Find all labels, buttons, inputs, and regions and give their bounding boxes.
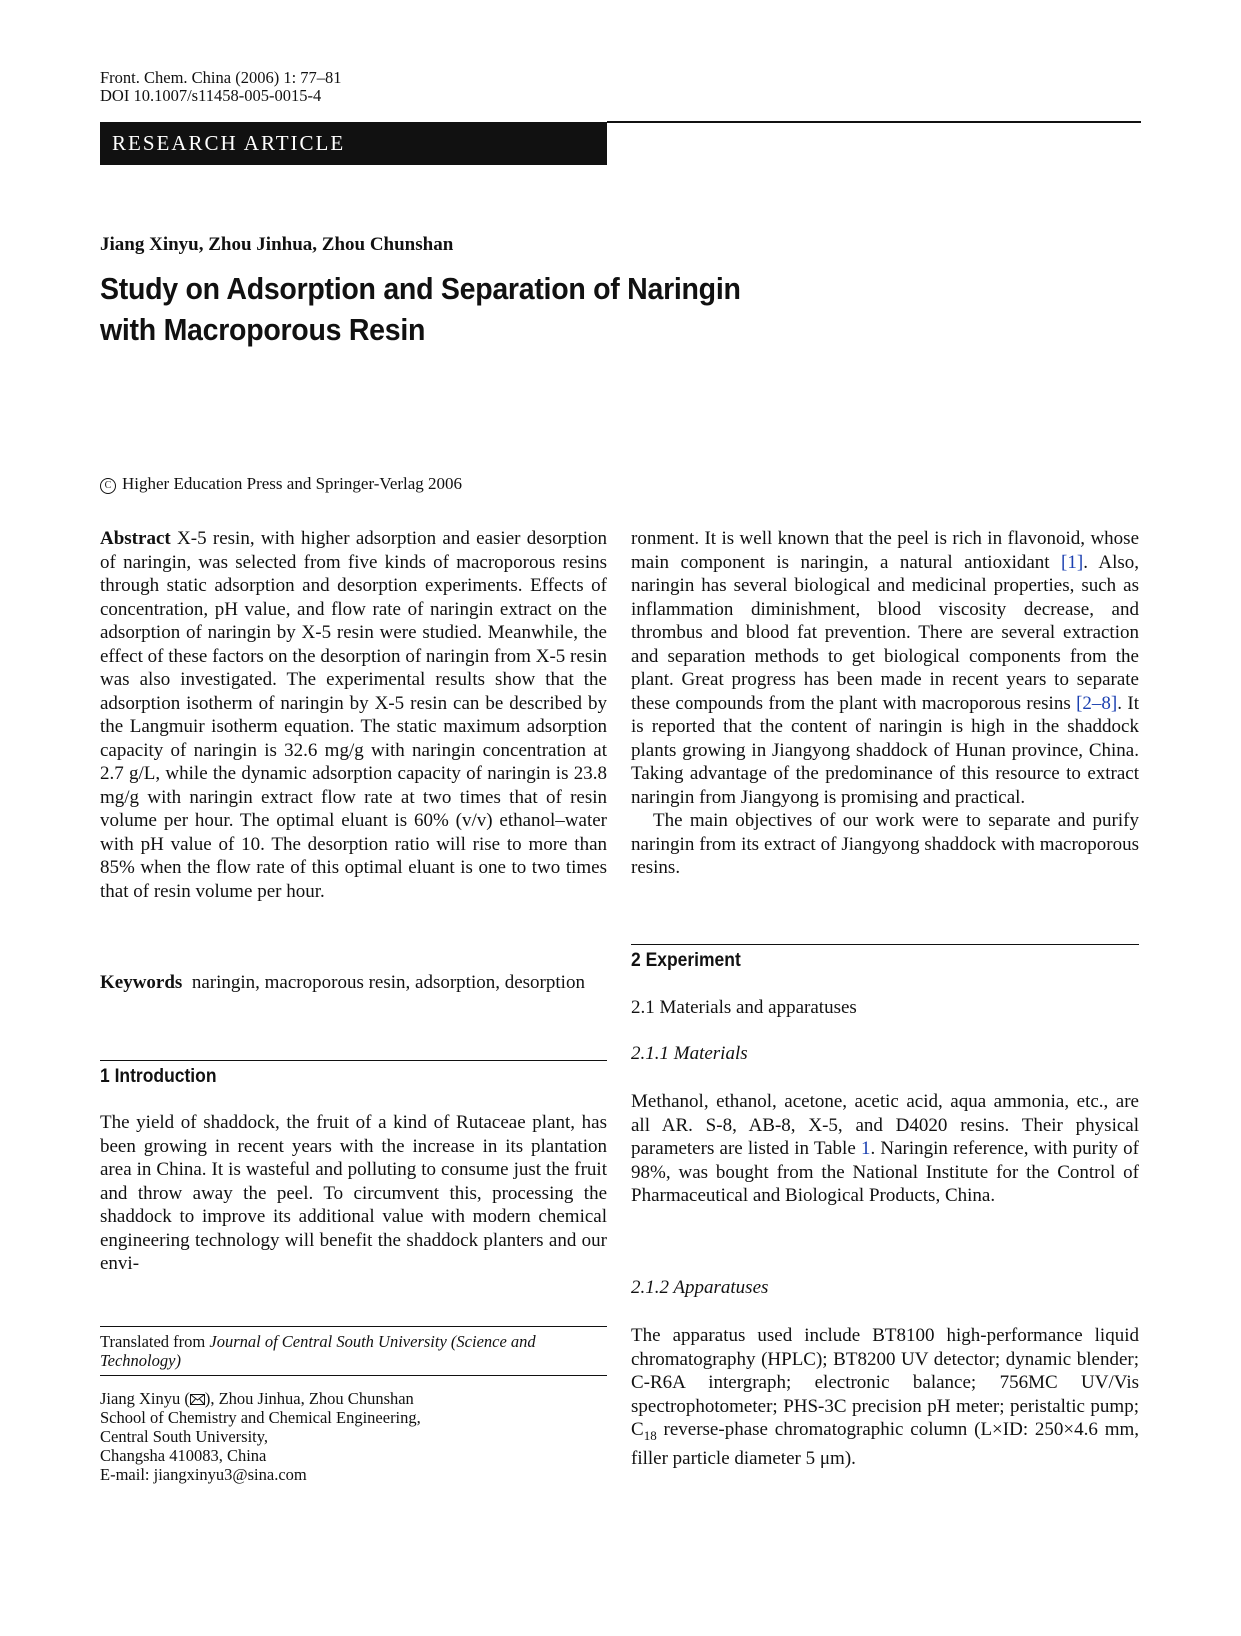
envelope-icon [190,1394,205,1405]
affiliation-line-3: Changsha 410083, China [100,1446,267,1465]
title-line-1: Study on Adsorption and Separation of Naringin [100,271,741,306]
citation-link-1[interactable]: [1] [1061,551,1084,573]
title-line-2: with Macroporous Resin [100,312,426,347]
footnote-rule-bottom [100,1375,607,1376]
author-affiliation [100,1389,607,1484]
affiliation-line-2: Central South University, [100,1427,269,1446]
copyright-icon: C [100,478,116,494]
article-type-banner [100,122,607,165]
subsection-2-1-1: 2.1.1 Materials [631,1043,748,1064]
intro-continued: ronment. It is well known that the peel is rich in flavonoid, whose main component is naringin, a natural antioxidant [1]. Also, naringin has several biological and medicinal properties, such as inflammation diminishment, blood viscosity decrease, and thrombus and blood fat prevention. There are several extraction and separation methods to get biological components from the plant. Great progress has been made in recent years to separate these compounds from the plant with macroporous resins [2–8]. It is reported that the content of naringin is high in the shaddock plants growing in Jiangyong shaddock of Hunan province, China. Taking advantage of the predominance of this resource to extract naringin from Jiangyong is promising and practical. The main objectives of our work were to separate and purify naringin from its extract of Jiangyong shaddock with macroporous resins. [631,528,1140,878]
keywords-block [100,971,607,995]
copyright-text: Higher Education Press and Springer-Verlag 2006 [122,474,463,493]
affiliation-line-1: School of Chemistry and Chemical Engineering, [100,1408,421,1427]
intro-paragraph: The yield of shaddock, the fruit of a kind of Rutaceae plant, has been growing in recent years with the increase in its plantation area in China. It is wasteful and polluting to consume just the fruit and throw away the peel. To circumvent this, processing the shaddock to improve its additional value with modern chemical engineering technology will benefit the shaddock planters and our envi- [100,1112,607,1274]
materials-body: Methanol, ethanol, acetone, acetic acid, aqua ammonia, etc., are all AR. S-8, AB-8, X-5, and D4020 resins. Their physical parameters are listed in Table 1. Naringin reference, with purity of 98%, was bought from the National Institute for the Control of Pharmaceutical and Biological Products, China. [631,1091,1140,1206]
corresponding-author: Jiang Xinyu ( ), Zhou Jinhua, Zhou Chunshan [100,1389,414,1408]
author-email: E-mail: jiangxinyu3@sina.com [100,1465,307,1484]
article-type-label: RESEARCH ARTICLE [112,131,346,155]
abstract-text: X-5 resin, with higher adsorption and easier desorption of naringin, was selected from five kinds of macroporous resins through static adsorption and desorption experiments. Effects of concentration, pH value, and flow rate of naringin extract on the adsorption of naringin by X-5 resin were studied. Meanwhile, the effect of these factors on the desorption of naringin from X-5 resin was also investigated. The experimental results show that the adsorption isotherm of naringin by X-5 resin can be described by the Langmuir isotherm equation. The static maximum adsorption capacity of naringin is 32.6 mg/g with naringin concentration at 2.7 g/L, while the dynamic adsorption capacity of naringin is 23.8 mg/g with naringin extract flow rate at two times that of resin volume per hour. The optimal eluant is 60% (v/v) ethanol–water with pH value of 10. The desorption ratio will rise to more than 85% when the flow rate of this optimal eluant is one to two times that of resin volume per hour. [100,528,607,902]
objectives-paragraph: The main objectives of our work were to separate and purify naringin from its extract of Jiangyong shaddock with macroporous resins. [631,810,1139,878]
translation-note [100,1332,607,1370]
intro-heading: 1 Introduction [100,1066,217,1087]
subsection-2-1-2: 2.1.2 Apparatuses [631,1277,769,1298]
header-rule [607,121,1141,123]
author-list: Jiang Xinyu, Zhou Jinhua, Zhou Chunshan [100,234,454,255]
apparatus-body: The apparatus used include BT8100 high-performance liquid chromatography (HPLC); BT8200 UV detector; dynamic blender; C-R6A intergraph; electronic balance; 756MC UV/Vis spectrophotometer; PHS-3C precision pH meter; peristaltic pump; $C_{18}$ reverse-phase chromatographic column (L×ID: 250×4.6 mm, filler particle diameter 5 μm). [631,1325,1140,1470]
doi-line: DOI 10.1007/s11458-005-0015-4 [100,86,322,105]
intro-body [100,1111,607,1276]
keywords-text: naringin, macroporous resin, adsorption, desorption [191,972,585,993]
keywords-label: Keywords [100,972,183,993]
table-1-link[interactable]: 1 [860,1138,871,1159]
experiment-rule [631,944,1139,945]
abstract-block [100,527,607,903]
copyright-notice [100,474,462,494]
paper-title [100,268,799,350]
journal-line: Front. Chem. China (2006) 1: 77–81 [100,68,342,87]
journal-citation [100,69,342,105]
source-journal: Journal of Central South University (Science and Technology) [100,1332,536,1370]
intro-rule [100,1060,607,1061]
citation-link-2-8[interactable]: [2–8] [1076,692,1118,714]
subsection-2-1: 2.1 Materials and apparatuses [631,997,857,1018]
translated-prefix: Translated from [100,1332,206,1351]
experiment-heading: 2 Experiment [631,950,741,971]
abstract-label: Abstract [100,528,171,549]
footnote-rule-top [100,1326,607,1327]
